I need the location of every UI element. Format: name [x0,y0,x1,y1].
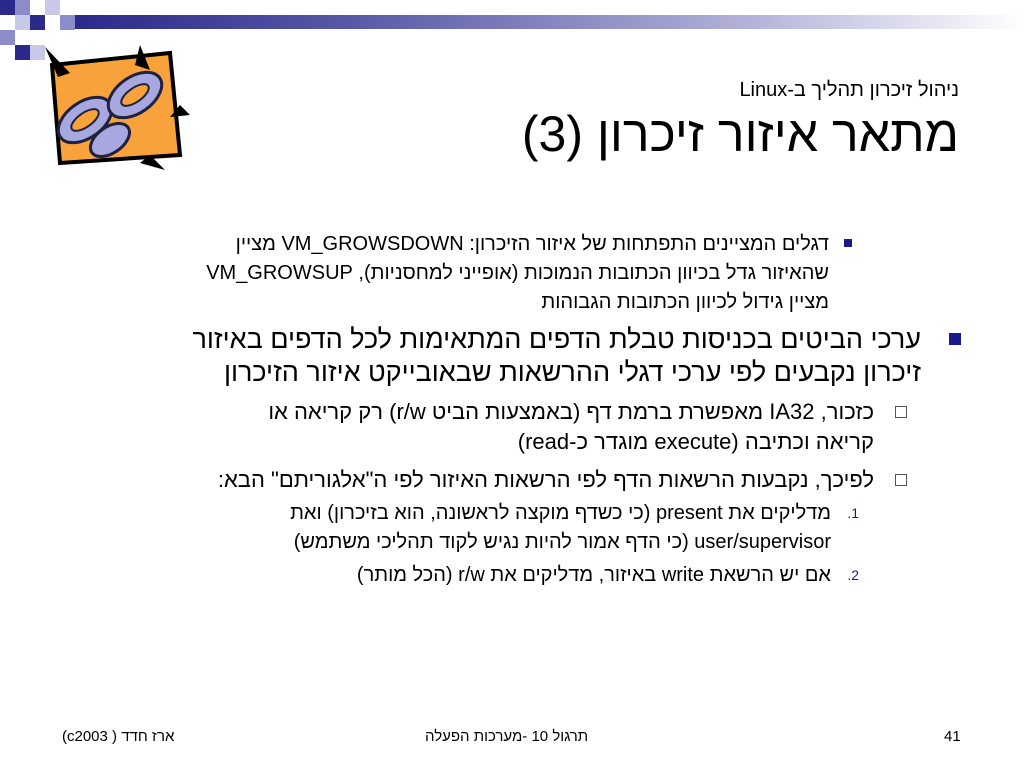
slide-subtitle: ניהול זיכרון תהליך ב-Linux [739,79,959,101]
bullet-line: לפיכך, נקבעות הרשאות הדף לפי הרשאות האיזור לפי ה"אלגוריתם" הבא: [217,467,874,492]
bullet-line: קריאה וכתיבה (execute מוגדר כ-read) [517,429,874,454]
square-bullet-icon [844,239,852,247]
numbered-item-write [120,561,859,590]
slide-number: 41 [944,728,961,745]
bullet-page-table-bits [60,323,921,389]
header-gradient-bar [75,15,1024,29]
bullet-line: מציין גידול לכיוון הכתובות הגבוהות [541,291,829,313]
bullet-line: שהאיזור גדל בכיוון הכתובות הנמוכות (אופייני למחסניות), VM_GROWSUP [206,262,829,284]
list-number: 2. [847,567,859,583]
broken-chain-clipart-icon [40,45,190,170]
bullet-line: זיכרון נקבעים לפי ערכי דגלי ההרשאות שבאובייקט איזור הזיכרון [223,357,921,387]
footer-course: תרגול 10 -מערכות הפעלה [425,728,589,745]
bullet-line: דגלים המציינים התפתחות של איזור הזיכרון: VM_GROWSDOWN מציין [235,233,829,255]
bullet-line: כזכור, IA32 מאפשרת ברמת דף (באמצעות הביט r/w) רק קריאה או [268,399,874,424]
subbullet-algorithm [80,465,874,495]
slide-title: מתאר איזור זיכרון (3) [521,106,959,162]
hollow-square-bullet-icon [895,406,907,418]
square-bullet-icon [949,333,961,345]
bullet-line: ערכי הביטים בכניסות טבלת הדפים המתאימות לכל הדפים באיזור [192,324,921,354]
bullet-growth-flags [70,230,829,317]
footer-author: (c2003 ) ארז חדד [62,728,175,745]
bullet-line: user/supervisor (כי הדף אמור להיות נגיש לקוד תהליכי משתמש) [293,531,831,553]
hollow-square-bullet-icon [895,474,907,486]
bullet-line: אם יש הרשאת write באיזור, מדליקים את r/w (הכל מותר) [356,564,831,586]
subbullet-ia32 [80,397,874,457]
list-number: 1. [847,505,859,521]
slide-body [0,230,1024,590]
bullet-line: מדליקים את present (כי כשדף מוקצה לראשונה, הוא בזיכרון) ואת [290,502,831,524]
numbered-item-present [120,499,859,557]
